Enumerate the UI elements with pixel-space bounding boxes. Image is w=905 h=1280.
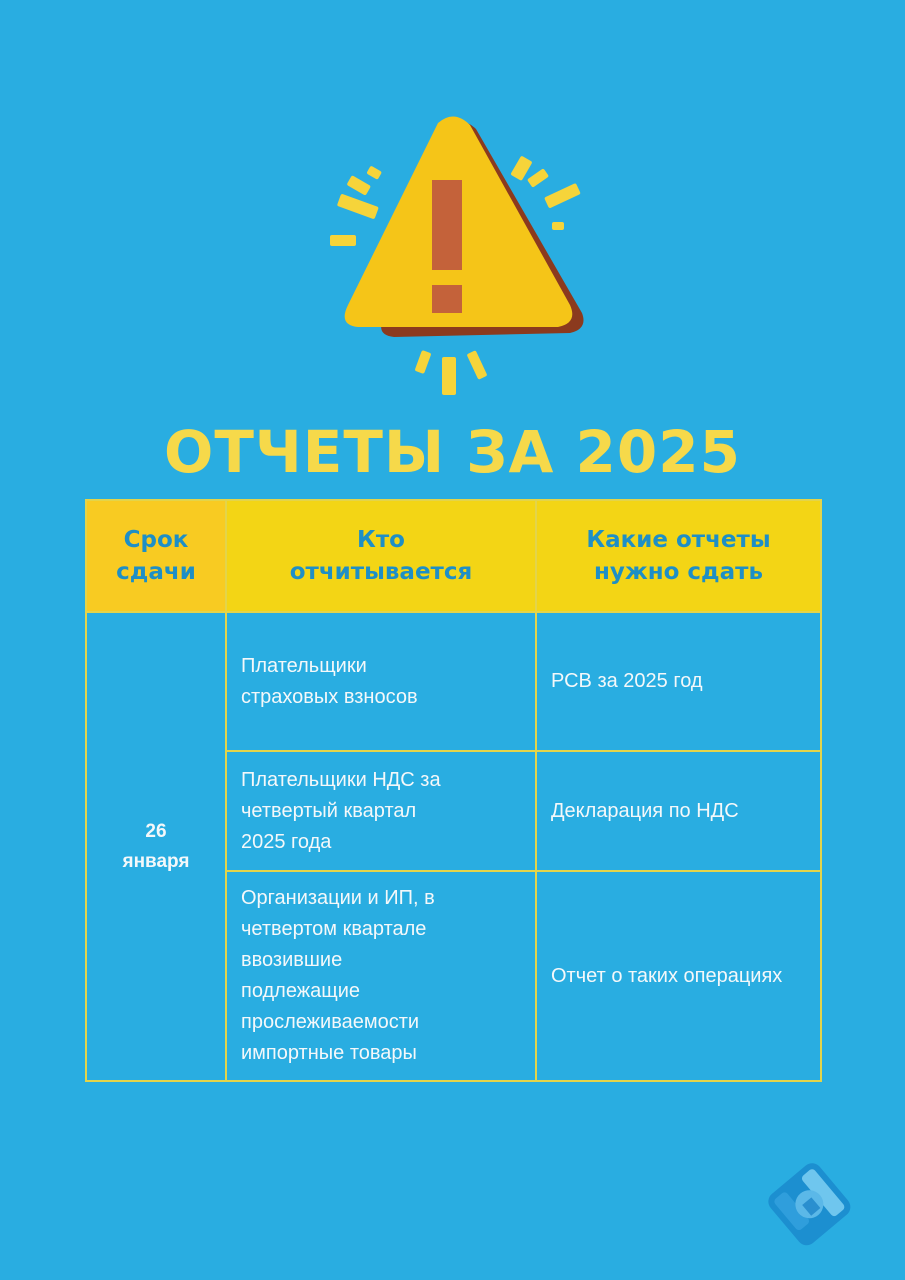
reports-table [85,499,822,1082]
header-line: Какие отчеты [586,527,771,553]
who-line: Плательщики [241,654,367,677]
header-line: Кто [357,527,405,553]
header-reports [536,500,821,612]
who-line: Плательщики НДС за [241,768,441,791]
who-line: четвертом квартале [241,918,427,940]
header-line: отчитывается [289,559,473,585]
header-line: Срок [123,527,189,553]
who-cell [226,871,536,1081]
deadline-day: 26 [145,820,167,842]
who-cell [226,751,536,871]
warning-triangle-icon [320,105,590,405]
who-line: страховых взносов [241,685,418,708]
header-line: сдачи [116,559,196,585]
who-line: четвертый квартал [241,799,417,822]
report-cell: Декларация по НДС [536,751,821,871]
header-who [226,500,536,612]
page-title: ОТЧЕТЫ ЗА 2025 [164,418,741,486]
deadline-month: января [122,850,190,872]
who-line: Организации и ИП, в [241,887,435,909]
report-cell: РСВ за 2025 год [536,612,821,751]
who-line: прослеживаемости [241,1011,420,1033]
table-header-row [86,500,821,612]
who-cell [226,612,536,751]
brand-logo-icon [760,1160,860,1250]
header-line: нужно сдать [593,559,764,585]
header-deadline [86,500,226,612]
table-row [86,612,821,751]
who-line: импортные товары [241,1042,417,1064]
deadline-cell [86,612,226,1081]
who-line: 2025 года [241,830,332,853]
who-line: ввозившие [241,949,343,971]
report-cell: Отчет о таких операциях [536,871,821,1081]
who-line: подлежащие [241,980,361,1002]
